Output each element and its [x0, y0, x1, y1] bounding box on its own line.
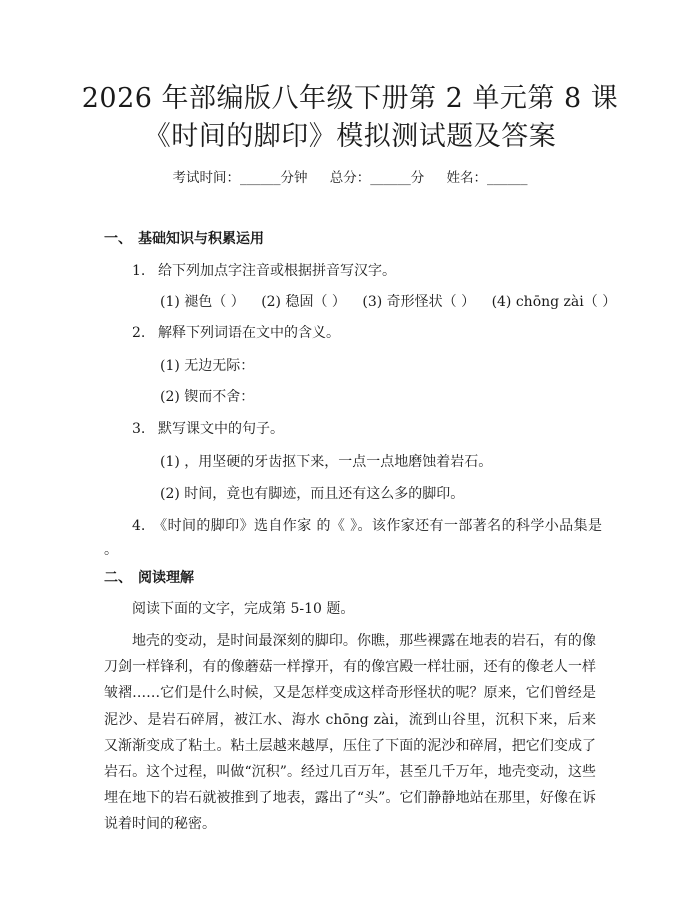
reading-passage: 地壳的变动，是时间最深刻的脚印。你瞧，那些裸露在地表的岩石，有的像刀剑一样锋利，有的像蘑菇一样撑开，有的像宫殿一样壮丽，还有的像老人一样皱褶……它们是什么时候，又是怎样变成这样奇形怪状的呢？原来，它们曾经是泥沙、是岩石碎屑，被江水、海水 chōng zài，流到山谷里，沉积下来，后来又渐渐变成了粘土。粘土层越来越厚，压住了下面的泥沙和碎屑，把它们变成了岩石。这个过程，叫做“沉积”。经过几百万年，甚至几千万年，地壳变动，这些埋在地下的岩石就被推到了地表，露出了“头”。它们静静地站在那里，好像在诉说着时间的秘密。: [104, 633, 596, 833]
exam-time-field: 考试时间：______分钟: [172, 170, 308, 186]
sub-item: (2) 稳固（ ）: [261, 294, 346, 310]
sub-item: (4) chōng zài（ ）: [491, 294, 617, 310]
exam-title-line2: 《时间的脚印》模拟测试题及答案: [143, 121, 557, 152]
question-4: 4. 《时间的脚印》选自作家 的《 》。该作家还有一部著名的科学小品集是 。: [104, 518, 602, 558]
question-1: [132, 260, 396, 282]
question-3: [132, 418, 284, 440]
sub-item: (1) 无边无际：: [160, 358, 255, 374]
section-title: 基础知识与积累运用: [138, 231, 264, 247]
sub-item: (1) 褪色（ ）: [160, 294, 245, 310]
total-score-field: 总分：______分: [329, 170, 425, 186]
exam-meta: [0, 168, 700, 188]
reading-instructions: 阅读下面的文字，完成第 5-10 题。: [132, 601, 355, 617]
exam-title-line1: 2026 年部编版八年级下册第 2 单元第 8 课: [81, 83, 619, 114]
sub-item: (2) 锲而不舍：: [160, 389, 255, 405]
question-number: 1.: [132, 263, 146, 279]
section-heading-2: [104, 567, 194, 589]
question-text: 给下列加点字注音或根据拼音写汉字。: [158, 263, 396, 279]
question-1-items: [160, 291, 628, 313]
question-text: 解释下列词语在文中的含义。: [158, 325, 340, 341]
name-field: 姓名：______: [446, 170, 528, 186]
question-2: [132, 322, 340, 344]
question-text: 默写课文中的句子。: [158, 421, 284, 437]
section-number: 一、: [104, 231, 132, 247]
section-title: 阅读理解: [138, 570, 194, 586]
question-number: 3.: [132, 421, 146, 437]
sub-item: (2) 时间，竟也有脚迹，而且还有这么多的脚印。: [160, 486, 465, 502]
question-number: 2.: [132, 325, 146, 341]
section-number: 二、: [104, 570, 132, 586]
sub-item: (3) 奇形怪状（ ）: [362, 294, 476, 310]
section-heading-1: [104, 228, 264, 250]
sub-item: (1) ，用坚硬的牙齿抠下来，一点一点地磨蚀着岩石。: [160, 454, 493, 470]
